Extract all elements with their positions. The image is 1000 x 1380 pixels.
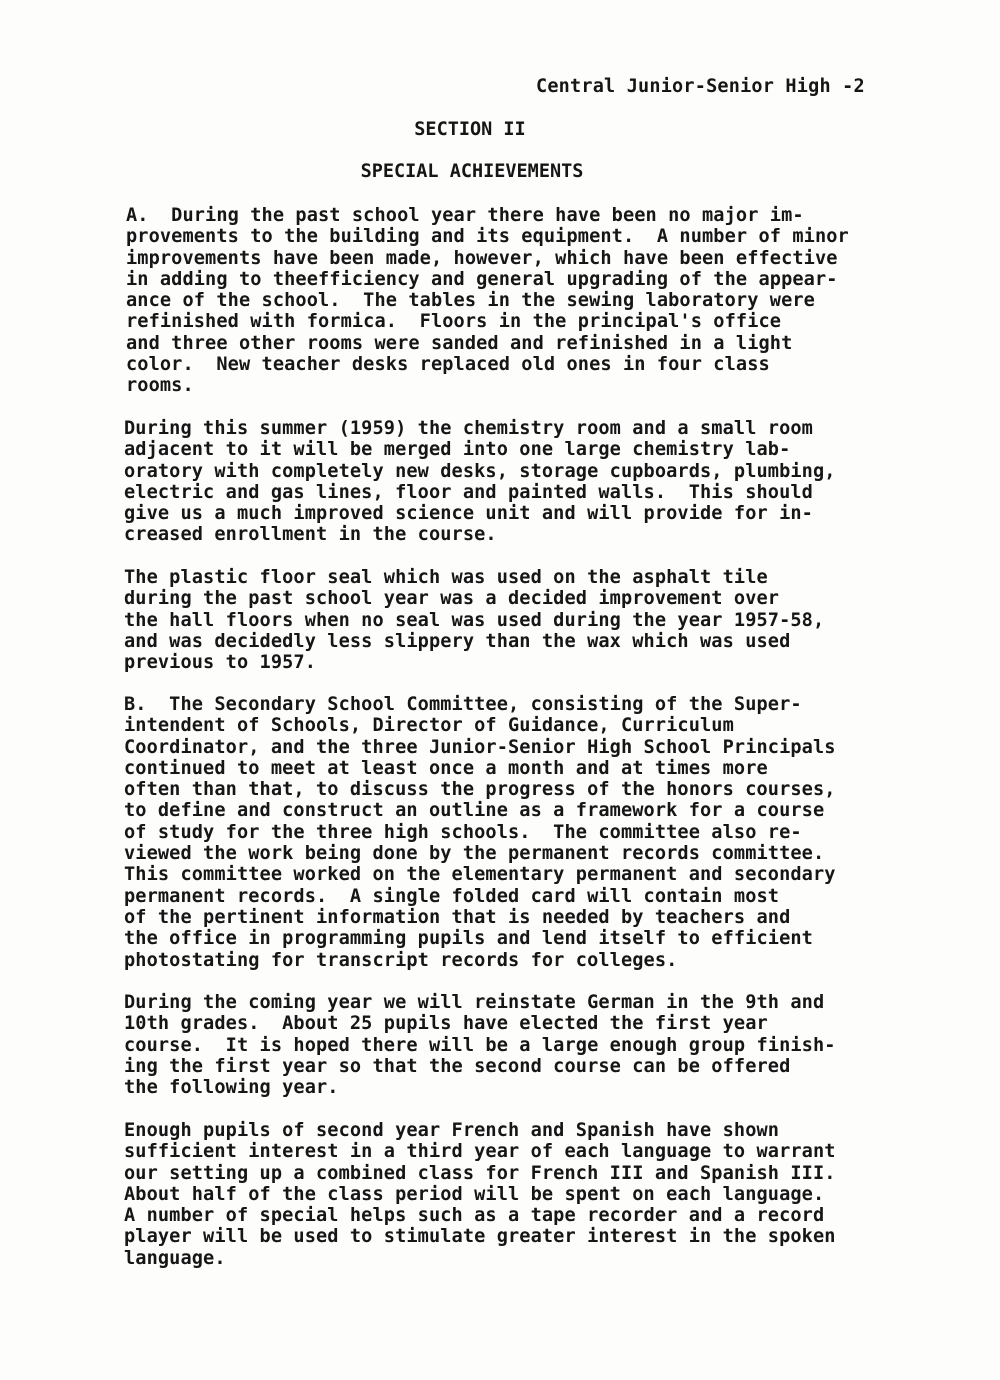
text-line: viewed the work being done by the permanent records committee. bbox=[124, 843, 825, 865]
text-line: creased enrollment in the course. bbox=[124, 524, 497, 546]
text-line: During the coming year we will reinstate German in the 9th and bbox=[124, 992, 825, 1013]
text-line: previous to 1957. bbox=[124, 652, 317, 674]
text-line: The plastic floor seal which was used on the asphalt tile bbox=[124, 567, 768, 588]
text-line: During this summer (1959) the chemistry room and a small room bbox=[124, 418, 813, 439]
text-line: About half of the class period will be spent on each language. bbox=[124, 1183, 825, 1205]
text-line: often than that, to discuss the progress of the honors courses, bbox=[124, 779, 836, 801]
text-line: of study for the three high schools. The committee also re- bbox=[124, 821, 802, 843]
text-line: B. The Secondary School Committee, consisting of the Super- bbox=[124, 694, 802, 715]
paragraph-b-secondary-committee bbox=[124, 694, 836, 971]
text-line: in adding to theefficiency and general upgrading of the appear- bbox=[126, 268, 838, 290]
text-line: during the past school year was a decided improvement over bbox=[124, 588, 780, 610]
text-line: our setting up a combined class for French III and Spanish III. bbox=[124, 1162, 836, 1184]
text-line: to define and construct an outline as a framework for a course bbox=[124, 800, 825, 822]
running-header: Central Junior-Senior High -2 bbox=[536, 76, 865, 97]
text-line: photostating for transcript records for colleges. bbox=[124, 949, 678, 971]
text-line: 10th grades. About 25 pupils have elected the first year bbox=[124, 1013, 768, 1035]
text-line: the following year. bbox=[124, 1077, 339, 1099]
text-line: improvements have been made, however, which have been effective bbox=[126, 247, 838, 269]
text-line: refinished with formica. Floors in the principal's office bbox=[126, 311, 782, 333]
text-line: intendent of Schools, Director of Guidance, Curriculum bbox=[124, 715, 734, 737]
section-subtitle: SPECIAL ACHIEVEMENTS bbox=[360, 161, 584, 182]
text-line: A. During the past school year there have been no major im- bbox=[126, 205, 804, 226]
text-line: This committee worked on the elementary permanent and secondary bbox=[124, 864, 836, 886]
text-line: oratory with completely new desks, storage cupboards, plumbing, bbox=[124, 460, 836, 482]
text-line: of the pertinent information that is needed by teachers and bbox=[124, 906, 791, 928]
text-line: electric and gas lines, floor and painted walls. This should bbox=[124, 481, 813, 503]
text-line: the office in programming pupils and lend itself to efficient bbox=[124, 928, 813, 950]
text-line: player will be used to stimulate greater interest in the spoken bbox=[124, 1226, 836, 1248]
paragraph-a-building-improvements bbox=[126, 205, 849, 397]
paragraph-chemistry-lab bbox=[124, 418, 836, 546]
paragraph-floor-seal bbox=[124, 567, 824, 673]
text-line: and three other rooms were sanded and refinished in a light bbox=[126, 332, 793, 354]
paragraph-german bbox=[124, 992, 836, 1098]
text-line: continued to meet at least once a month and at times more bbox=[124, 757, 768, 779]
text-line: Enough pupils of second year French and Spanish have shown bbox=[124, 1120, 780, 1141]
text-line: A number of special helps such as a tape recorder and a record bbox=[124, 1205, 825, 1227]
text-line: ing the first year so that the second course can be offered bbox=[124, 1055, 791, 1077]
text-line: permanent records. A single folded card will contain most bbox=[124, 885, 780, 907]
text-line: course. It is hoped there will be a large enough group finish- bbox=[124, 1034, 836, 1056]
text-line: give us a much improved science unit and will provide for in- bbox=[124, 503, 813, 525]
paragraph-french-spanish bbox=[124, 1120, 836, 1269]
text-line: the hall floors when no seal was used during the year 1957-58, bbox=[124, 609, 825, 631]
text-line: color. New teacher desks replaced old ones in four class bbox=[126, 354, 770, 376]
text-line: sufficient interest in a third year of each language to warrant bbox=[124, 1141, 836, 1163]
text-line: ance of the school. The tables in the sewing laboratory were bbox=[126, 290, 815, 312]
text-line: Coordinator, and the three Junior-Senior High School Principals bbox=[124, 736, 836, 758]
text-line: language. bbox=[124, 1247, 226, 1269]
text-line: adjacent to it will be merged into one large chemistry lab- bbox=[124, 439, 791, 461]
text-line: and was decidedly less slippery than the wax which was used bbox=[124, 630, 791, 652]
text-line: rooms. bbox=[126, 375, 194, 397]
section-title: SECTION II bbox=[414, 119, 526, 140]
text-line: provements to the building and its equipment. A number of minor bbox=[126, 226, 849, 248]
